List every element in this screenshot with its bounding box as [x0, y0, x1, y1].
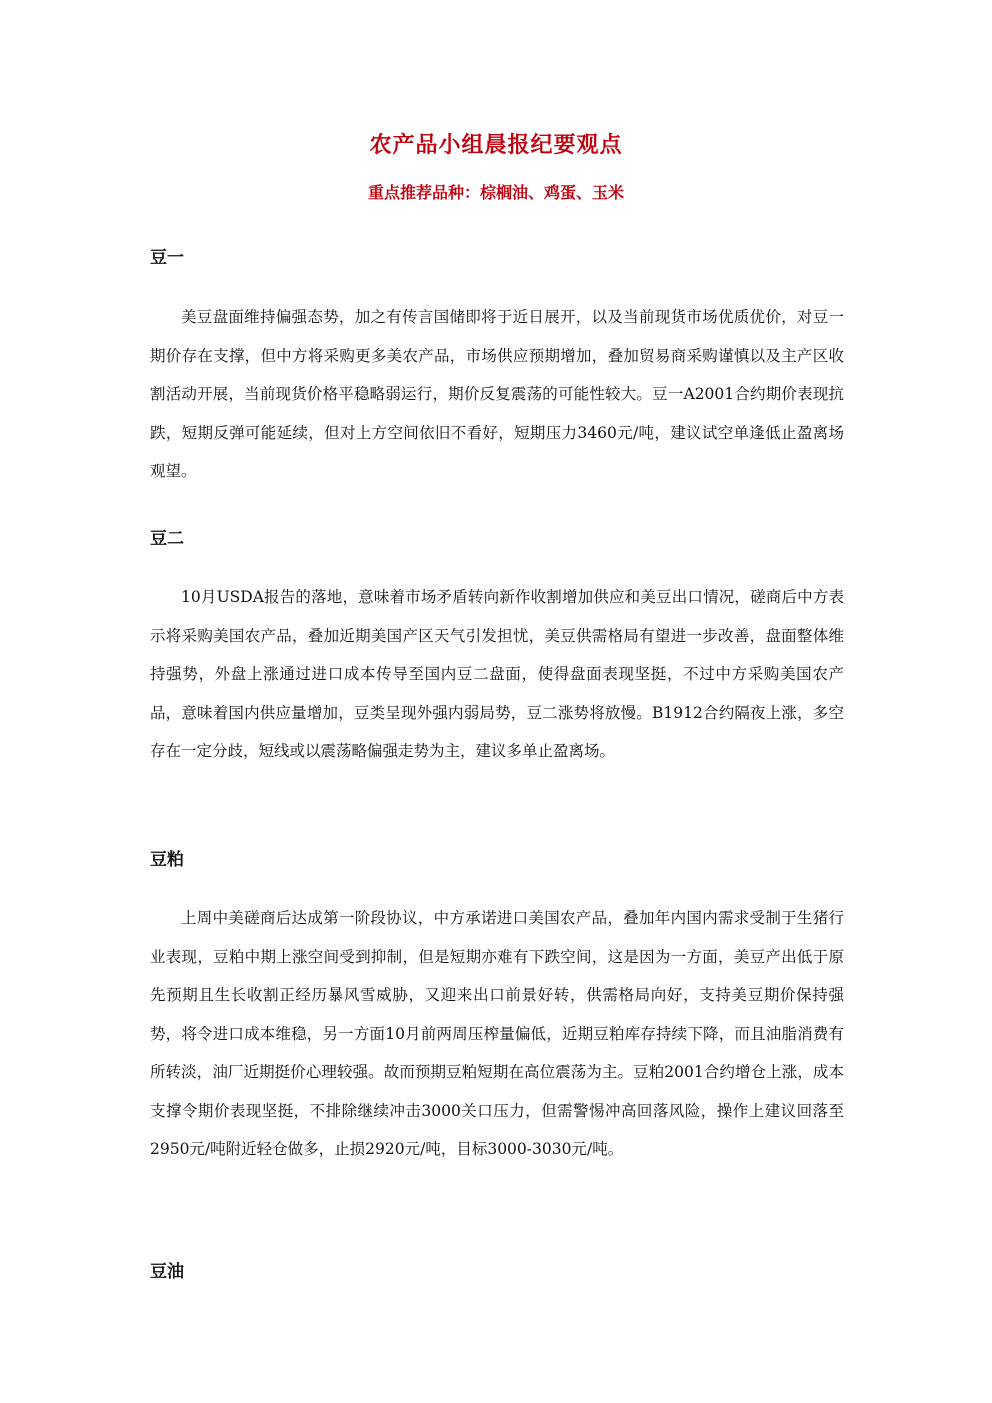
section-heading-douer: 豆二 [150, 529, 184, 549]
section-heading-doupo: 豆粕 [150, 850, 184, 870]
document-subtitle: 重点推荐品种：棕榈油、鸡蛋、玉米 [367, 183, 624, 202]
section-heading-douyou: 豆油 [150, 1262, 184, 1282]
document-title: 农产品小组晨报纪要观点 [369, 132, 623, 158]
section-paragraph-douer: 10月USDA报告的落地，意味着市场矛盾转向新作收割增加供应和美豆出口情况，磋商后中方表示将采购美国农产品，叠加近期美国产区天气引发担忧，美豆供需格局有望进一步改善，盘面整体维持强势，外盘上涨通过进口成本传导至国内豆二盘面，使得盘面表现坚挺，不过中方采购美国农产品，意味着国内供应量增加，豆类呈现外强内弱局势，豆二涨势将放慢。B1912合约隔夜上涨，多空存在一定分歧，短线或以震荡略偏强走势为主，建议多单止盈离场。 [150, 588, 844, 760]
section-heading-douyi: 豆一 [150, 248, 184, 268]
section-paragraph-douyi: 美豆盘面维持偏强态势，加之有传言国储即将于近日展开，以及当前现货市场优质优价，对豆一期价存在支撑，但中方将采购更多美农产品，市场供应预期增加，叠加贸易商采购谨慎以及主产区收割活动开展，当前现货价格平稳略弱运行，期价反复震荡的可能性较大。豆一A2001合约期价表现抗跌，短期反弹可能延续，但对上方空间依旧不看好，短期压力3460元/吨，建议试空单逢低止盈离场观望。 [150, 308, 844, 480]
section-paragraph-doupo: 上周中美磋商后达成第一阶段协议，中方承诺进口美国农产品，叠加年内国内需求受制于生猪行业表现，豆粕中期上涨空间受到抑制，但是短期亦难有下跌空间，这是因为一方面，美豆产出低于原先预期且生长收割正经历暴风雪威胁，又迎来出口前景好转，供需格局向好，支持美豆期价保持强势，将令进口成本维稳，另一方面10月前两周压榨量偏低，近期豆粕库存持续下降，而且油脂消费有所转淡，油厂近期挺价心理较强。故而预期豆粕短期在高位震荡为主。豆粕2001合约增仓上涨，成本支撑令期价表现坚挺，不排除继续冲击3000关口压力，但需警惕冲高回落风险，操作上建议回落至2950元/吨附近轻仓做多，止损2920元/吨，目标3000-3030元/吨。 [150, 909, 844, 1158]
